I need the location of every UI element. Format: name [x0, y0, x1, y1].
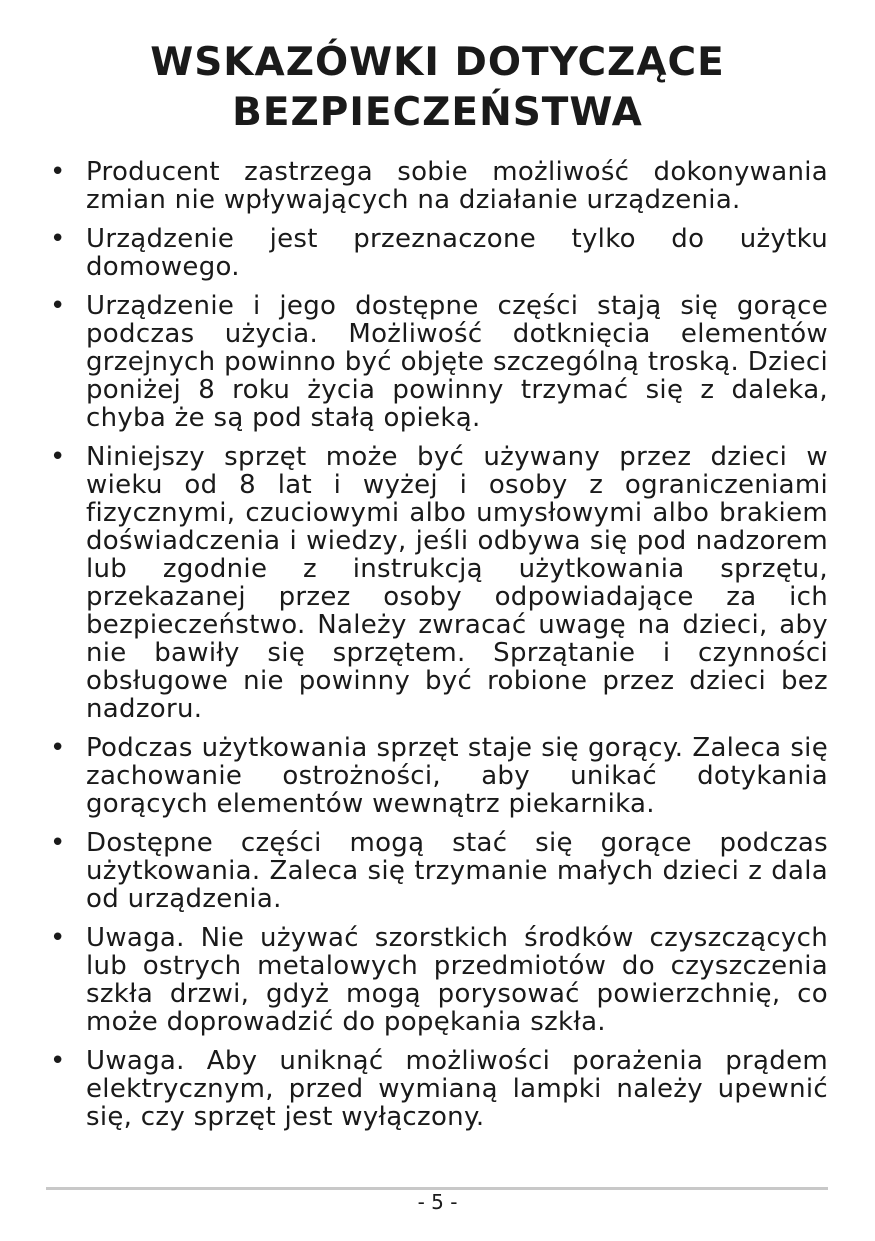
safety-list [46, 158, 828, 1142]
bullet-icon: • [50, 923, 66, 953]
list-item-text: Urządzenie i jego dostępne części stają się gorące podczas użycia. Możliwość dotknięcia elementów grzejnych powinno być objęte szczególną troską. Dzieci poniżej 8 roku życia powinny trzymać się z daleka, chyba że są pod stałą opieką. [86, 291, 828, 433]
bullet-icon: • [50, 224, 66, 254]
title-line-2: BEZPIECZEŃSTWA [232, 90, 643, 135]
list-item-text: Uwaga. Nie używać szorstkich środków czyszczących lub ostrych metalowych przedmiotów do czyszczenia szkła drzwi, gdyż mogą porysować powierzchnię, co może doprowadzić do popękania szkła. [86, 923, 828, 1037]
page-title [0, 38, 875, 138]
page-number: - 5 - [417, 1190, 458, 1214]
list-item-text: Producent zastrzega sobie możliwość dokonywania zmian nie wpływających na działanie urządzenia. [86, 157, 828, 215]
bullet-icon: • [50, 291, 66, 321]
list-item [46, 829, 828, 913]
bullet-icon: • [50, 828, 66, 858]
list-item [46, 225, 828, 281]
list-item-text: Uwaga. Aby uniknąć możliwości porażenia prądem elektrycznym, przed wymianą lampki należy upewnić się, czy sprzęt jest wyłączony. [86, 1046, 828, 1132]
bullet-icon: • [50, 1046, 66, 1076]
list-item-text: Urządzenie jest przeznaczone tylko do użytku domowego. [86, 224, 828, 282]
list-item [46, 158, 828, 214]
bullet-icon: • [50, 442, 66, 472]
list-item [46, 443, 828, 723]
list-item-text: Niniejszy sprzęt może być używany przez dzieci w wieku od 8 lat i wyżej i osoby z ograniczeniami fizycznymi, czuciowymi albo umysłowymi albo brakiem doświadczenia i wiedzy, jeśli odbywa się pod nadzorem lub zgodnie z instrukcją użytkowania sprzętu, przekazanej przez osoby odpowiadające za ich bezpieczeństwo. Należy zwracać uwagę na dzieci, aby nie bawiły się sprzętem. Sprzątanie i czynności obsługowe nie powinny być robione przez dzieci bez nadzoru. [86, 442, 828, 724]
list-item [46, 924, 828, 1036]
list-item [46, 292, 828, 432]
bullet-icon: • [50, 157, 66, 187]
list-item-text: Dostępne części mogą stać się gorące podczas użytkowania. Zaleca się trzymanie małych dzieci z dala od urządzenia. [86, 828, 828, 914]
list-item-text: Podczas użytkowania sprzęt staje się gorący. Zaleca się zachowanie ostrożności, aby unikać dotykania gorących elementów wewnątrz piekarnika. [86, 733, 828, 819]
bullet-icon: • [50, 733, 66, 763]
list-item [46, 1047, 828, 1131]
title-line-1: WSKAZÓWKI DOTYCZĄCE [150, 40, 725, 85]
list-item [46, 734, 828, 818]
